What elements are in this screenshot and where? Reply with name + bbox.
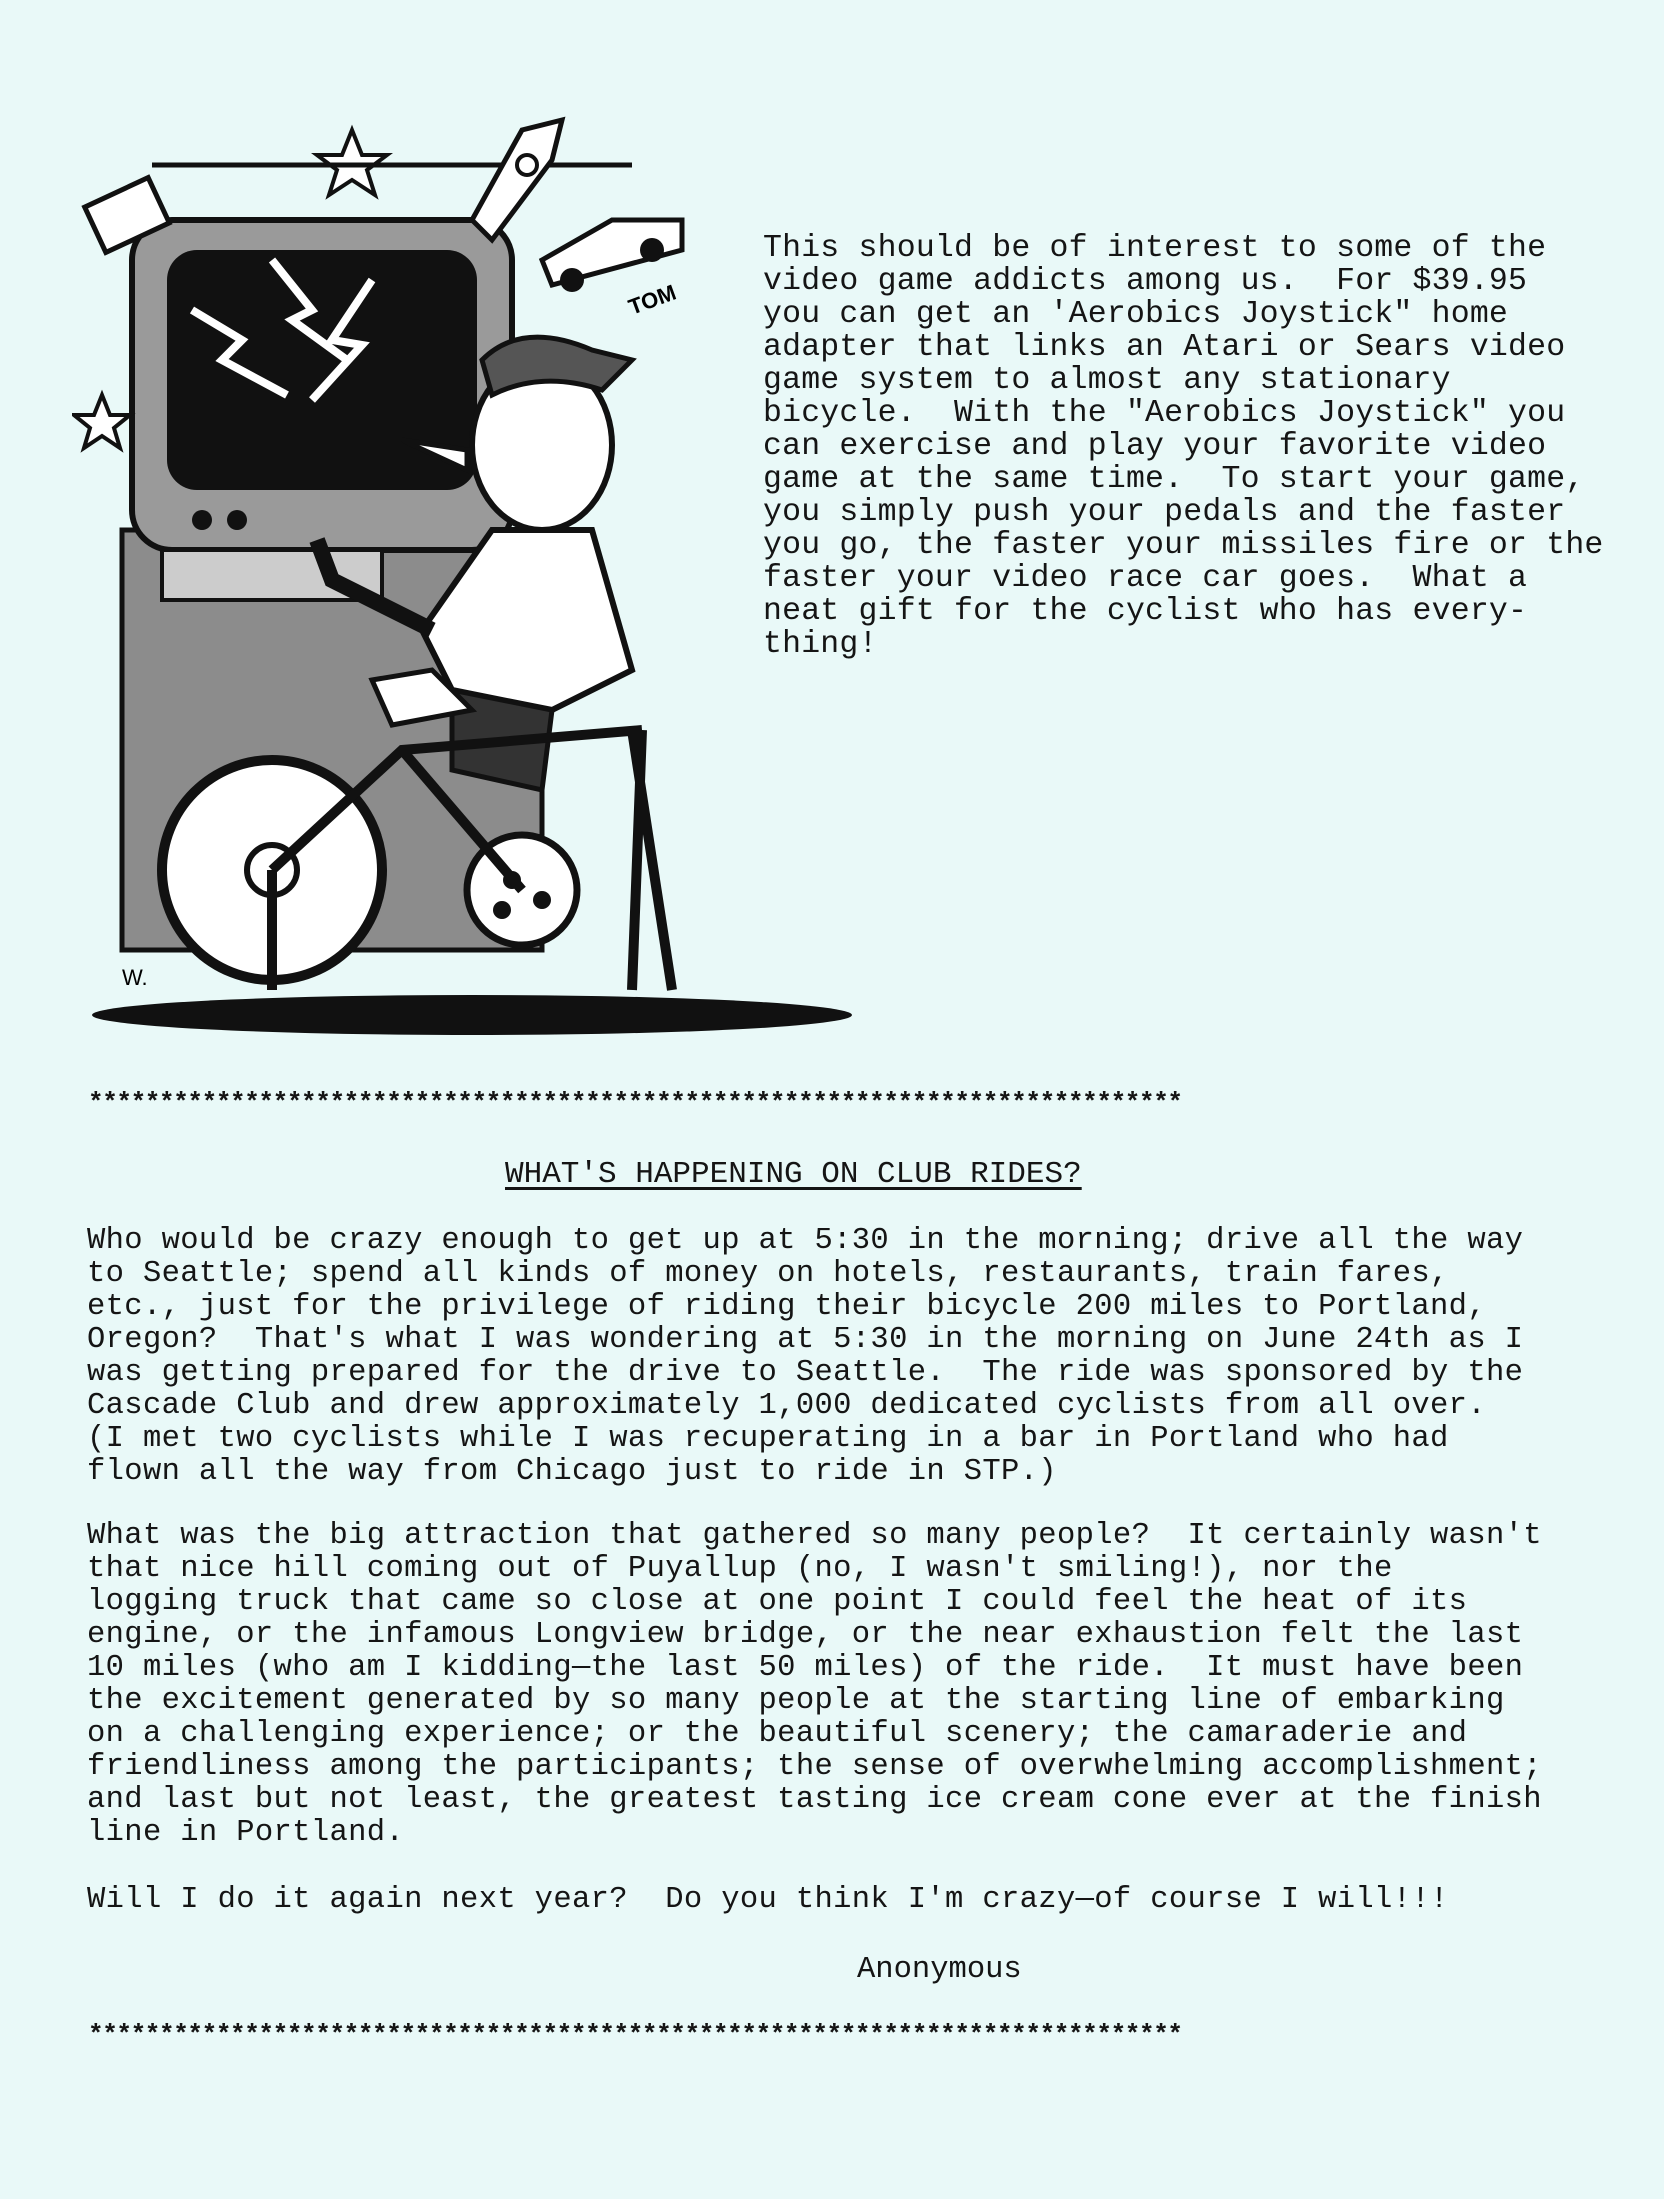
article-paragraph-1: Who would be crazy enough to get up at 5:30 in the morning; drive all the way to Seattle; spend all kinds of money on hotels, restaurants, train fares, etc., just for the privilege of riding their bicycle 200 miles to Portland, Oregon? That's what I was wondering at 5:30 in the morning on June 24th as I was getting prepared for the drive to Seattle. The ride was sponsored by the Cascade Club and drew approximately 1,000 dedicated cyclists from all over. (I met two cyclists while I was recuperating in a bar in Portland who had flown all the way from Chicago just to ride in STP.) xyxy=(87,1224,1524,1489)
ground-shadow xyxy=(92,995,852,1035)
article-paragraph-3: Will I do it again next year? Do you think I'm crazy—of course I will!!! xyxy=(87,1883,1449,1917)
asterisk-divider-bottom: ***************************************************************************** xyxy=(88,2022,1182,2048)
stationary-bicycle-video-game-cartoon xyxy=(72,110,852,1050)
article-paragraph-2: What was the big attraction that gathered so many people? It certainly wasn't that nice hill coming out of Puyallup (no, I wasn't smiling!), nor the logging truck that came so close at one point I could feel the heat of its engine, or the infamous Longview bridge, or the near exhaustion felt the last 10 miles (who am I kidding—the last 50 miles) of the ride. It must have been the excitement generated by so many people at the starting line of embarking on a challenging experience; or the beautiful scenery; the camaraderie and friendliness among the participants; the sense of overwhelming accomplishment; and last but not least, the greatest tasting ice cream cone ever at the finish line in Portland. xyxy=(87,1519,1542,1850)
article-signature: Anonymous xyxy=(857,1953,1022,1987)
cartoon-illustration xyxy=(72,110,852,1050)
article-heading: WHAT'S HAPPENING ON CLUB RIDES? xyxy=(505,1157,1082,1192)
aerobics-joystick-blurb: This should be of interest to some of the video game addicts among us. For $39.95 you can get an 'Aerobics Joystick" home adapter that links an Atari or Sears video game system to almost any stationary bicycle. With the "Aerobics Joystick" you can exercise and play your favorite video game at the same time. To start your game, you simply push your pedals and the faster you go, the faster your missiles fire or the faster your video race car goes. What a neat gift for the cyclist who has every- thing! xyxy=(763,231,1604,662)
star-icon-left xyxy=(74,395,130,448)
tom-caption: TOM xyxy=(625,279,680,320)
artist-mark: W. xyxy=(122,965,148,990)
asterisk-divider-top: ***************************************************************************** xyxy=(88,1090,1182,1116)
car-icon xyxy=(542,220,682,292)
